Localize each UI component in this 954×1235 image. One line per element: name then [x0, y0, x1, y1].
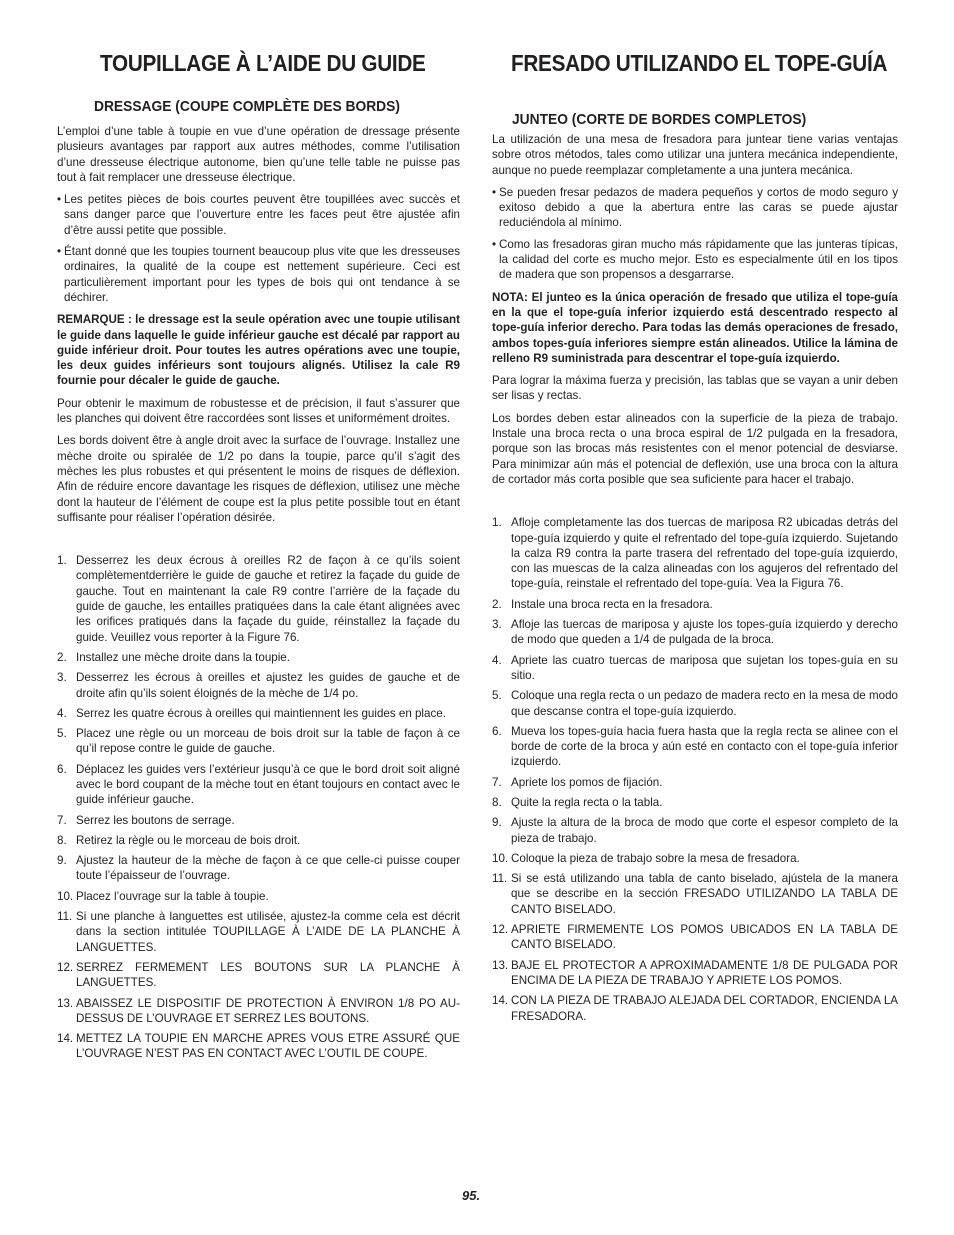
step-number: 9.: [57, 854, 67, 868]
step-item: [57, 833, 460, 848]
step-text: Apriete las cuatro tuercas de mariposa que sujetan los topes-guía en su sitio.: [511, 653, 898, 682]
step-number: 7.: [492, 775, 502, 789]
step-text: Installez une mèche droite dans la toupie.: [76, 650, 290, 664]
step-text: BAJE EL PROTECTOR A APROXIMADAMENTE 1/8 DE PULGADA POR ENCIMA DE LA PIEZA DE TRABAJO Y APRIETE LOS POMOS.: [511, 958, 898, 987]
step-text: Déplacez les guides vers l’extérieur jusqu’à ce que le bord droit soit aligné avec le bord coupant de la mèche tout en étant toujours en contact avec le guide inférieur gauche.: [76, 762, 460, 807]
step-item: [57, 1031, 460, 1062]
bullet-text: Como las fresadoras giran mucho más rápidamente que las junteras típicas, la calidad del corte es mucho mejor. Esto es especialmente útil en los tipos de madera que son propensos a desgarrarse.: [499, 237, 898, 282]
step-number: 4.: [57, 706, 67, 720]
step-text: Afloje las tuercas de mariposa y ajuste los topes-guía izquierdo y derecho de modo que queden a 1/4 de pulgada de la broca.: [511, 618, 898, 647]
french-body: [57, 124, 460, 1067]
step-item: [57, 762, 460, 808]
step-text: Si se está utilizando una tabla de canto biselado, ajústela de la manera que se describe en la sección FRESADO UTILIZANDO LA TABLA DE CANTO BISELADO.: [511, 872, 898, 916]
step-text: Desserrez les deux écrous à oreilles R2 de façon à ce qu’ils soient complètementderrière le guide de gauche et retirez la façade du guide de gauche. Tout en maintenant la cale R9 contre l’arrière de la façade du guide de gauche, les entailles pratiquées dans la cale étant alignées avec les orifices pratiqués dans la façade du guide, réinstallez la façade du guide. Veuillez vous reporter à la Figure 76.: [76, 554, 460, 644]
step-number: 2.: [57, 650, 67, 664]
step-item: [492, 958, 898, 989]
step-number: 14.: [57, 1032, 74, 1046]
step-number: 5.: [57, 727, 67, 741]
step-item: [492, 617, 898, 648]
bullet-dot: •: [492, 237, 497, 251]
spacer: [492, 494, 898, 515]
step-item: [492, 775, 898, 790]
step-text: Coloque una regla recta o un pedazo de madera recto en la mesa de modo que descanse contra el tope-guía izquierdo.: [511, 689, 898, 718]
step-text: Placez une règle ou un morceau de bois droit sur la table de façon à ce qu’il repose contre le guide de gauche.: [76, 727, 460, 756]
bullet-item: [57, 192, 460, 238]
step-number: 8.: [57, 833, 67, 847]
step-number: 1.: [492, 516, 502, 530]
french-subtitle: DRESSAGE (COUPE COMPLÈTE DES BORDS): [94, 98, 400, 115]
step-item: [57, 960, 460, 991]
spacer: [57, 532, 460, 553]
step-item: [492, 653, 898, 684]
step-text: Afloje completamente las dos tuercas de mariposa R2 ubicadas detrás del tope-guía izquierdo y quite el refrentado del tope-guía izquierdo. Sujetando la calza R9 contra la parte trasera del refrentado del tope-guía izquierdo, con las muescas de la calza alineadas con los agujeros del refrentado del tope-guía, reinstale el refrentado del tope-guía. Vea la Figura 76.: [511, 516, 898, 591]
spanish-title: FRESADO UTILIZANDO EL TOPE-GUÍA: [511, 50, 888, 76]
step-item: [57, 996, 460, 1027]
step-item: [492, 815, 898, 846]
spanish-bullet-list: [492, 185, 898, 283]
step-item: [492, 795, 898, 810]
step-item: [492, 724, 898, 770]
step-number: 10.: [57, 889, 74, 903]
step-number: 3.: [492, 618, 502, 632]
step-item: [57, 706, 460, 721]
french-paragraph: Les bords doivent être à angle droit avec la surface de l’ouvrage. Installez une mèche droite ou spiralée de 1/2 po dans la toupie, parce qu’il s’agit des mèches les plus robustes et qui présentent le moins de risques de déflexion. Afin de réduire encore davantage les risques de déflexion, utilisez une mèche dont la hauteur de l’élément de coupe est la plus petite possible tout en étant suffisante pour réaliser l’opération désirée.: [57, 434, 460, 524]
french-intro: L’emploi d’une table à toupie en vue d’une opération de dressage présente plusieurs avantages par rapport aux autres méthodes, comme l’utilisation d’une dresseuse électrique autonome, bien qu’une telle table ne puisse pas tout à fait remplacer une dresseuse électrique.: [57, 125, 460, 184]
step-text: Mueva los topes-guía hacia fuera hasta que la regla recta se alinee con el borde de corte de la broca y aún esté en contacto con el tope-guía inferior izquierdo.: [511, 724, 898, 769]
bullet-item: [492, 185, 898, 231]
bullet-dot: •: [57, 245, 62, 259]
step-item: [492, 515, 898, 591]
spanish-steps: [492, 515, 898, 1024]
spanish-intro: La utilización de una mesa de fresadora para juntear tiene varias ventajas sobre otros métodos, tales como utilizar una juntera mecánica independiente, aunque no puede reemplazar completamente a una juntera mecánica.: [492, 133, 898, 177]
step-number: 2.: [492, 597, 502, 611]
step-text: Desserrez les écrous à oreilles et ajustez les guides de gauche et de droite afin qu’ils soient éloignés de la mèche de 1/4 po.: [76, 671, 460, 700]
step-number: 3.: [57, 671, 67, 685]
step-item: [57, 726, 460, 757]
spanish-subtitle: JUNTEO (CORTE DE BORDES COMPLETOS): [512, 111, 807, 128]
step-text: CON LA PIEZA DE TRABAJO ALEJADA DEL CORTADOR, ENCIENDA LA FRESADORA.: [511, 994, 898, 1023]
step-number: 12.: [57, 960, 74, 974]
bullet-dot: •: [492, 185, 497, 199]
step-item: [57, 813, 460, 828]
step-number: 8.: [492, 795, 502, 809]
spanish-remark: NOTA: El junteo es la única operación de fresado que utiliza el tope-guía en la que el tope-guía inferior izquierdo está descentrado respecto al tope-guía inferior derecho. Para todas las demás operaciones de fresado, ambos topes-guía inferiores siempre están alineados. Utilice la lámina de relleno R9 suministrada para descentrar el tope-guía izquierdo.: [492, 290, 898, 365]
step-number: 9.: [492, 816, 502, 830]
bullet-item: [492, 237, 898, 283]
spanish-body: [492, 132, 898, 1029]
step-text: Apriete los pomos de fijación.: [511, 775, 663, 789]
step-item: [57, 889, 460, 904]
step-number: 11.: [492, 872, 508, 886]
step-number: 7.: [57, 813, 67, 827]
step-text: METTEZ LA TOUPIE EN MARCHE APRES VOUS ETRE ASSURÉ QUE L’OUVRAGE N’EST PAS EN CONTACT AVEC L’OUTIL DE COUPE.: [76, 1032, 460, 1061]
step-text: Coloque la pieza de trabajo sobre la mesa de fresadora.: [511, 851, 800, 865]
step-number: 12.: [492, 923, 509, 937]
french-bullet-list: [57, 192, 460, 305]
step-number: 13.: [57, 996, 74, 1010]
step-text: Quite la regla recta o la tabla.: [511, 795, 663, 809]
step-text: SERREZ FERMEMENT LES BOUTONS SUR LA PLANCHE À LANGUETTES.: [76, 960, 460, 990]
step-number: 11.: [57, 910, 73, 924]
step-text: Si une planche à languettes est utilisée, ajustez-la comme cela est décrit dans la section intitulée TOUPILLAGE À L’AIDE DE LA PLANCHE À LANGUETTES.: [76, 910, 460, 954]
step-item: [57, 853, 460, 884]
step-text: Ajustez la hauteur de la mèche de façon à ce que celle-ci puisse couper toute l’épaisseur de l’ouvrage.: [76, 854, 460, 883]
step-item: [57, 650, 460, 665]
french-paragraph: Pour obtenir le maximum de robustesse et de précision, il faut s’assurer que les planches qui doivent être raccordées sont lisses et uniformément droites.: [57, 396, 460, 426]
bullet-text: Les petites pièces de bois courtes peuvent être toupillées avec succès et sans danger parce que l’ouverture entre les faces peut être ajustée afin d’être aussi petite que possible.: [64, 193, 460, 237]
step-number: 14.: [492, 994, 509, 1008]
step-text: Serrez les quatre écrous à oreilles qui maintiennent les guides en place.: [76, 706, 446, 720]
step-number: 4.: [492, 653, 502, 667]
step-item: [492, 851, 898, 866]
page-number: 95.: [462, 1188, 481, 1203]
step-text: Placez l’ouvrage sur la table à toupie.: [76, 889, 269, 903]
step-item: [492, 597, 898, 612]
step-number: 5.: [492, 689, 502, 703]
step-item: [57, 909, 460, 955]
step-item: [492, 922, 898, 953]
step-text: APRIETE FIRMEMENTE LOS POMOS UBICADOS EN LA TABLA DE CANTO BISELADO.: [511, 923, 898, 952]
step-text: Serrez les boutons de serrage.: [76, 813, 235, 827]
step-item: [492, 871, 898, 917]
step-number: 6.: [57, 762, 67, 776]
step-number: 10.: [492, 851, 509, 865]
step-text: Instale una broca recta en la fresadora.: [511, 597, 713, 611]
step-item: [57, 670, 460, 701]
bullet-item: [57, 244, 460, 305]
bullet-dot: •: [57, 193, 62, 207]
step-text: Ajuste la altura de la broca de modo que corte el espesor completo de la pieza de trabajo.: [511, 816, 898, 845]
step-item: [57, 553, 460, 645]
french-title: TOUPILLAGE À L’AIDE DU GUIDE: [100, 50, 426, 76]
step-text: ABAISSEZ LE DISPOSITIF DE PROTECTION À ENVIRON 1/8 PO AU-DESSUS DE L’OUVRAGE ET SERREZ LES BOUTONS.: [76, 996, 460, 1025]
step-item: [492, 993, 898, 1024]
spanish-paragraph: Para lograr la máxima fuerza y precisión, las tablas que se vayan a unir deben ser lisas y rectas.: [492, 374, 898, 403]
french-remark: REMARQUE : le dressage est la seule opération avec une toupie utilisant le guide dans laquelle le guide inférieur gauche est décalé par rapport au guide inférieur droit. Pour toutes les autres opérations avec une toupie, les deux guides inférieurs sont toujours alignés. Utilisez la cale R9 fournie pour décaler le guide de gauche.: [57, 313, 460, 388]
step-number: 13.: [492, 958, 509, 972]
step-number: 1.: [57, 554, 67, 568]
step-item: [492, 688, 898, 719]
bullet-text: Se pueden fresar pedazos de madera pequeños y cortos de modo seguro y exitoso debido a que la abertura entre las caras se puede ajustar reduciéndola al mínimo.: [499, 185, 898, 230]
french-steps: [57, 553, 460, 1062]
bullet-text: Étant donné que les toupies tournent beaucoup plus vite que les dresseuses ordinaires, la qualité de la coupe est nettement supérieure. Ceci est particulièrement important pour les types de bois qui ont tendance à se déchirer.: [64, 245, 460, 304]
step-text: Retirez la règle ou le morceau de bois droit.: [76, 833, 301, 847]
step-number: 6.: [492, 724, 502, 738]
spanish-paragraph: Los bordes deben estar alineados con la superficie de la pieza de trabajo. Instale una broca recta o una broca espiral de 1/2 pulgada en la fresadora, porque son las brocas más resistentes con el menor potencial de desviarse. Para minimizar aún más el potencial de deflexión, use una broca con la altura de cortador más corta posible que sea suficiente para hacer el trabajo.: [492, 411, 898, 486]
